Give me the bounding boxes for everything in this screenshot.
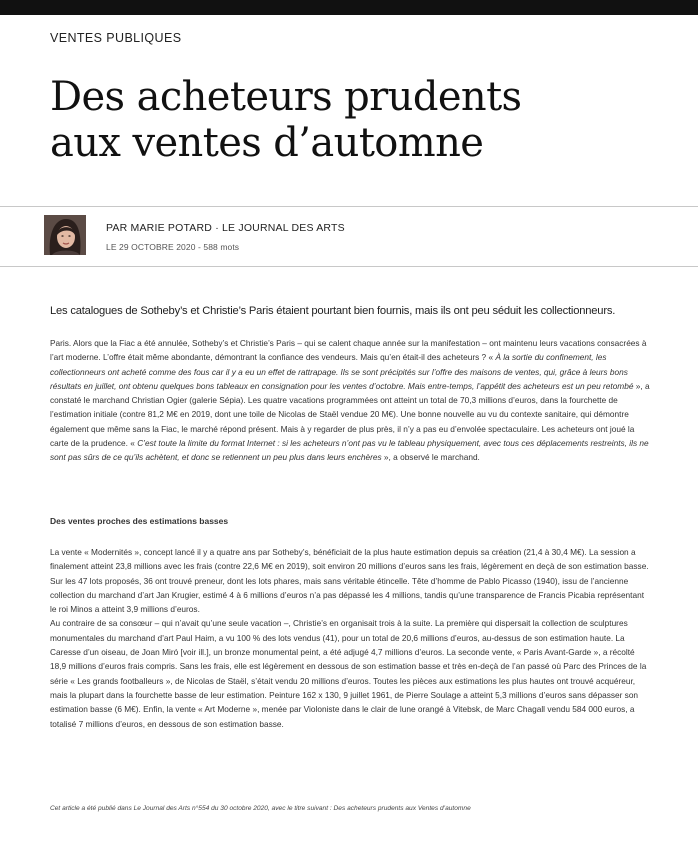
- article-meta: LE 29 OCTOBRE 2020 - 588 mots: [106, 242, 240, 252]
- p1-quote-2: C’est toute la limite du format Internet : si les acheteurs n’ont pas vu le tableau physiquement, avec tous ces déplacements restreints, ils ne sont pas sûrs de ce qu’ils achètent, et donc se retiennent un peu plus dans leurs enchères: [50, 438, 649, 463]
- p1-text-e: », a observé le marchand.: [381, 452, 480, 463]
- article-subhead: Des ventes proches des estimations basses: [50, 516, 229, 526]
- divider-bottom: [0, 266, 698, 267]
- author-avatar: [44, 215, 86, 255]
- p1-text-c: », a constaté le marchand Christian Ogier (galerie Sépia). Les quatre vacations programmées ont atteint un total de 70,3 millions d’euros, dans la fourchette de l’estimation initiale (contre 81,2 M€ en 2019, dont une toile de Nicolas de Staël vendue 20 M€). Une bonne nouvelle au vu du contexte sanitaire, qui démontre également que même sans la Fiac, le marché répond présent. Mais à y regarder de plus près, il n’y a pas eu d’envolée spectaculaire. Les acheteurs ont joué la carte de la prudence. «: [50, 380, 650, 449]
- title-line-1: Des acheteurs prudents: [50, 74, 522, 120]
- article-paragraph-1: [50, 336, 650, 465]
- divider-top: [0, 206, 698, 207]
- article-paragraph-2: La vente « Modernités », concept lancé il y a quatre ans par Sotheby’s, bénéficiait de la plus haute estimation depuis sa création (21,4 à 30,4 M€). La session a finalement atteint 23,8 millions avec les frais (contre 22,6 M€ en 2019), soit environ 20 millions d’euros sans les frais, légèrement en deçà de son estimation basse. Sur les 47 lots proposés, 36 ont trouvé preneur, dont les lots phares, mais sans véritable étincelle. Tête d’homme de Pablo Picasso (1940), issu de l’ancienne collection du marchand d’art Jan Krugier, estimé 4 à 6 millions d’euros n’a pas dépassé les 4 millions, tandis qu’une transparence de Francis Picabia représentant le roi Minos a atteint 3,9 millions d’euros.: [50, 547, 649, 615]
- top-bar: [0, 0, 698, 15]
- author-byline[interactable]: PAR MARIE POTARD · LE JOURNAL DES ARTS: [106, 222, 345, 234]
- article-body-2: [50, 545, 650, 731]
- article-lede: Les catalogues de Sotheby’s et Christie’s Paris étaient pourtant bien fournis, mais ils ont peu séduit les collectionneurs.: [50, 305, 616, 317]
- article-title: [50, 74, 670, 166]
- title-line-2: aux ventes d’automne: [50, 120, 484, 166]
- article-paragraph-3: Au contraire de sa consœur – qui n’avait qu’une seule vacation –, Christie’s en organisait trois à la suite. La première qui dispersait la collection de sculptures monumentales du marchand d’art Paul Haim, a vu 100 % des lots vendus (41), pour un total de 20,6 millions d’euros, au-dessus de son estimation haute. La Caresse d’un oiseau, de Joan Miró [voir ill.], un bronze monumental peint, a été adjugé 4,7 millions d’euros. La seconde vente, « Paris Avant-Garde », a récolté 18,9 millions d’euros frais compris. Sans les frais, elle est légèrement en dessous de son estimation basse et très en-deçà de l’an passé où Parc des Princes de la série « Les grands footballeurs », de Nicolas de Staël, s’était vendu 20 millions d’euros. Toutes les pièces aux estimations les plus hautes ont trouvé acquéreur, mais la plupart dans la fourchette basse de leur estimation. Peinture 162 x 130, 9 juillet 1961, de Pierre Soulage a atteint 5,3 millions d’euros sans dépasser son estimation basse (6 M€). Enfin, la vente « Art Moderne », menée par Violoniste dans le clair de lune orangé à Vitebsk, de Marc Chagall vendu 584 000 euros, a totalisé 7 millions d’euros, en dessous de son estimation basse.: [50, 618, 647, 729]
- section-kicker[interactable]: VENTES PUBLIQUES: [50, 31, 182, 45]
- article-footnote: Cet article a été publié dans Le Journal des Arts n°554 du 30 octobre 2020, avec le titre suivant : Des acheteurs prudents aux Ventes d’automne: [50, 805, 471, 812]
- p1-text-a: Paris. Alors que la Fiac a été annulée, Sotheby’s et Christie’s Paris – qui se calent chaque année sur la manifestation – ont maintenu leurs vacations consacrées à l’art moderne. L’offre était même abondante, démontrant la confiance des vendeurs. Mais qu’en était-il des acheteurs ? «: [50, 338, 647, 363]
- p1-quote-1: À la sortie du confinement, les collectionneurs ont acheté comme des fous car il y a eu un effet de rattrapage. Ils se sont précipités sur l’offre des maisons de ventes, qui, grâce à leurs bons résultats en juillet, ont obtenu quelques bons tableaux en consignation pour les ventes d’octobre. Mais entre-temps, l’appétit des acheteurs est un peu retombé: [50, 352, 634, 391]
